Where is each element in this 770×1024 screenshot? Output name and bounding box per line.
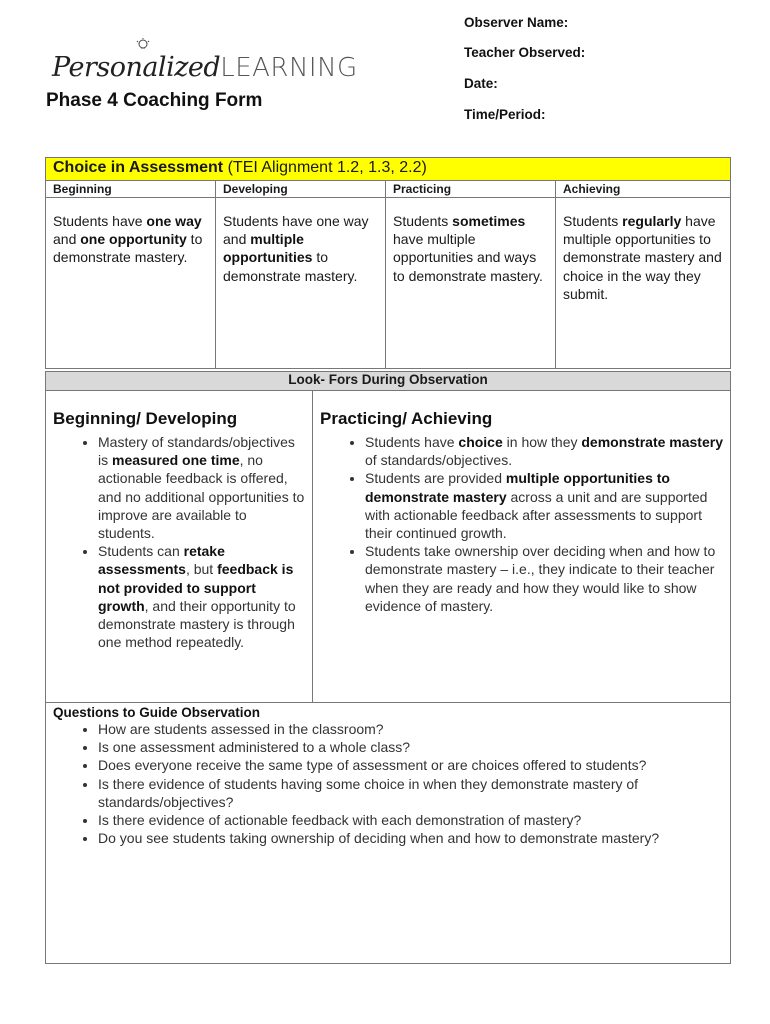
list-item: • Does everyone receive the same type of assessment or are choices offered to students? [98,756,723,774]
choice-banner [46,158,731,181]
beginning-developing-list [53,433,305,651]
page-title: Phase 4 Coaching Form [46,90,263,111]
list-item: • Do you see students taking ownership of deciding when and how to demonstrate mastery? [98,829,723,847]
list-item: • Mastery of standards/objectives is measured one time, no actionable feedback is offered, and no additional opportunities to improve are available to students. [98,433,305,542]
beginning-developing-column [46,391,313,703]
stage-achieving: Achieving [556,181,731,198]
observer-name-label: Observer Name: [464,15,569,30]
date-label: Date: [464,76,498,91]
look-fors-table [45,371,731,964]
practicing-achieving-column [313,391,731,703]
personalized-learning-logo [52,52,358,92]
logo-script-text: Personalized [52,52,221,83]
stage-developing: Developing [216,181,386,198]
list-item: • Students are provided multiple opportunities to demonstrate mastery across a unit and are supported with actionable feedback after assessments to support their continued growth. [365,469,723,542]
list-item: • How are students assessed in the classroom? [98,720,723,738]
developing-description: Students have one way and multiple opportunities to demonstrate mastery. [216,198,386,369]
logo-caps-text: LEARNING [220,53,358,83]
stage-practicing: Practicing [386,181,556,198]
teacher-observed-label: Teacher Observed: [464,45,586,60]
lightbulb-icon [136,38,150,56]
time-period-label: Time/Period: [464,107,546,122]
list-item: • Students have choice in how they demonstrate mastery of standards/objectives. [365,433,723,469]
practicing-achieving-title: Practicing/ Achieving [320,409,493,428]
guiding-questions-title: Questions to Guide Observation [53,705,261,720]
list-item: • Students can retake assessments, but feedback is not provided to support growth, and their opportunity to demonstrate mastery is through one method repeatedly. [98,542,305,651]
list-item: • Is there evidence of students having some choice in when they demonstrate mastery of standards/objectives? [98,775,723,811]
list-item: • Is there evidence of actionable feedback with each demonstration of mastery? [98,811,723,829]
look-fors-header: Look- Fors During Observation [46,372,731,391]
list-item: • Students take ownership over deciding when and how to demonstrate mastery – i.e., they indicate to their teacher when they are ready and how they would like to show evidence of mastery. [365,542,723,615]
choice-title: Choice in Assessment [53,159,224,176]
practicing-description: Students sometimes have multiple opportunities and ways to demonstrate mastery. [386,198,556,369]
guiding-questions-list [53,720,723,847]
achieving-description: Students regularly have multiple opportunities to demonstrate mastery and choice in the way they submit. [556,198,731,369]
beginning-description: Students have one way and one opportunity to demonstrate mastery. [46,198,216,369]
practicing-achieving-list [320,433,723,615]
list-item: • Is one assessment administered to a whole class? [98,738,723,756]
beginning-developing-title: Beginning/ Developing [53,409,238,428]
guiding-questions-section [46,703,731,964]
stage-beginning: Beginning [46,181,216,198]
tei-alignment: (TEI Alignment 1.2, 1.3, 2.2) [223,159,427,176]
choice-in-assessment-table [45,157,731,369]
